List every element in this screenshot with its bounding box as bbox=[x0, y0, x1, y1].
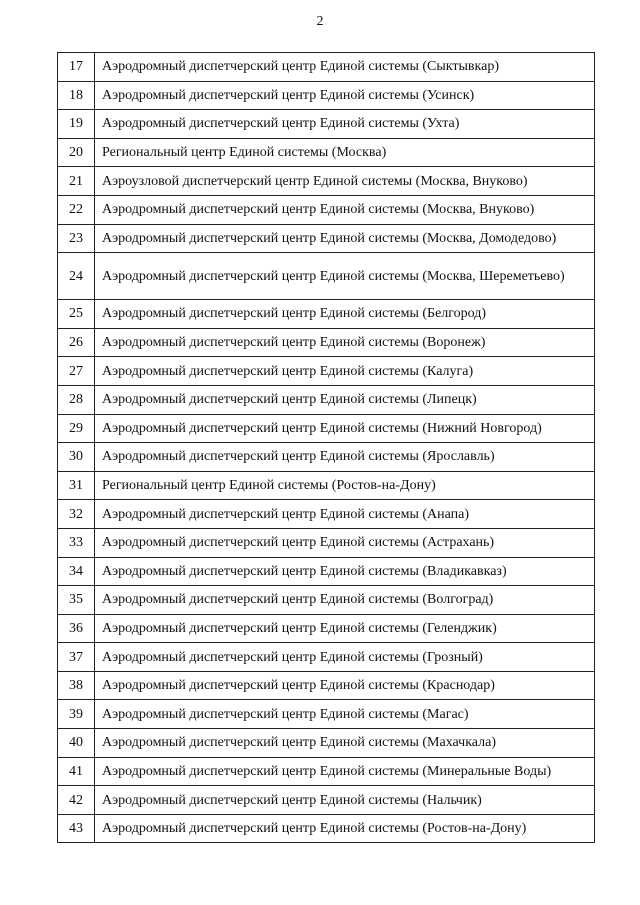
row-number: 20 bbox=[58, 138, 95, 167]
row-name: Аэродромный диспетчерский центр Единой системы (Краснодар) bbox=[95, 671, 595, 700]
table-body bbox=[58, 53, 595, 843]
table-row bbox=[58, 614, 595, 643]
row-number: 34 bbox=[58, 557, 95, 586]
table-row bbox=[58, 671, 595, 700]
table-row bbox=[58, 110, 595, 139]
row-name: Аэродромный диспетчерский центр Единой системы (Анапа) bbox=[95, 500, 595, 529]
row-number: 33 bbox=[58, 528, 95, 557]
row-number: 21 bbox=[58, 167, 95, 196]
row-number: 25 bbox=[58, 300, 95, 329]
row-name: Аэродромный диспетчерский центр Единой системы (Нальчик) bbox=[95, 786, 595, 815]
row-name: Аэродромный диспетчерский центр Единой системы (Липецк) bbox=[95, 385, 595, 414]
table-row bbox=[58, 195, 595, 224]
row-name: Аэродромный диспетчерский центр Единой системы (Усинск) bbox=[95, 81, 595, 110]
row-number: 29 bbox=[58, 414, 95, 443]
table-row bbox=[58, 328, 595, 357]
table-row bbox=[58, 557, 595, 586]
row-number: 32 bbox=[58, 500, 95, 529]
row-number: 17 bbox=[58, 53, 95, 82]
table-row bbox=[58, 471, 595, 500]
table-row bbox=[58, 385, 595, 414]
row-number: 35 bbox=[58, 586, 95, 615]
row-name: Аэродромный диспетчерский центр Единой системы (Москва, Шереметьево) bbox=[95, 253, 595, 300]
table-row bbox=[58, 586, 595, 615]
row-name: Аэродромный диспетчерский центр Единой системы (Ярославль) bbox=[95, 443, 595, 472]
row-number: 31 bbox=[58, 471, 95, 500]
table-row bbox=[58, 700, 595, 729]
row-number: 18 bbox=[58, 81, 95, 110]
row-name: Региональный центр Единой системы (Москва) bbox=[95, 138, 595, 167]
row-name: Аэродромный диспетчерский центр Единой системы (Астрахань) bbox=[95, 528, 595, 557]
row-name: Аэродромный диспетчерский центр Единой системы (Воронеж) bbox=[95, 328, 595, 357]
row-number: 37 bbox=[58, 643, 95, 672]
row-number: 30 bbox=[58, 443, 95, 472]
row-name: Аэродромный диспетчерский центр Единой системы (Ухта) bbox=[95, 110, 595, 139]
row-name: Аэродромный диспетчерский центр Единой системы (Махачкала) bbox=[95, 729, 595, 758]
table-row bbox=[58, 528, 595, 557]
table-row bbox=[58, 167, 595, 196]
row-number: 27 bbox=[58, 357, 95, 386]
row-number: 41 bbox=[58, 757, 95, 786]
table-row bbox=[58, 53, 595, 82]
table-row bbox=[58, 224, 595, 253]
row-name: Аэроузловой диспетчерский центр Единой системы (Москва, Внуково) bbox=[95, 167, 595, 196]
row-name: Аэродромный диспетчерский центр Единой системы (Нижний Новгород) bbox=[95, 414, 595, 443]
row-number: 23 bbox=[58, 224, 95, 253]
row-name: Аэродромный диспетчерский центр Единой системы (Белгород) bbox=[95, 300, 595, 329]
page-number: 2 bbox=[316, 14, 324, 29]
table-row bbox=[58, 786, 595, 815]
table-row bbox=[58, 814, 595, 843]
table-row bbox=[58, 81, 595, 110]
row-number: 24 bbox=[58, 253, 95, 300]
row-number: 19 bbox=[58, 110, 95, 139]
table-row bbox=[58, 300, 595, 329]
row-name: Аэродромный диспетчерский центр Единой системы (Геленджик) bbox=[95, 614, 595, 643]
row-name: Аэродромный диспетчерский центр Единой системы (Грозный) bbox=[95, 643, 595, 672]
table-row bbox=[58, 414, 595, 443]
centers-table bbox=[57, 52, 595, 843]
row-name: Аэродромный диспетчерский центр Единой системы (Владикавказ) bbox=[95, 557, 595, 586]
row-name: Аэродромный диспетчерский центр Единой системы (Волгоград) bbox=[95, 586, 595, 615]
row-name: Аэродромный диспетчерский центр Единой системы (Сыктывкар) bbox=[95, 53, 595, 82]
table-row bbox=[58, 253, 595, 300]
row-number: 43 bbox=[58, 814, 95, 843]
row-name: Аэродромный диспетчерский центр Единой системы (Калуга) bbox=[95, 357, 595, 386]
row-name: Аэродромный диспетчерский центр Единой системы (Минеральные Воды) bbox=[95, 757, 595, 786]
table-row bbox=[58, 443, 595, 472]
row-number: 42 bbox=[58, 786, 95, 815]
row-name: Аэродромный диспетчерский центр Единой системы (Москва, Внуково) bbox=[95, 195, 595, 224]
row-number: 36 bbox=[58, 614, 95, 643]
row-name: Аэродромный диспетчерский центр Единой системы (Магас) bbox=[95, 700, 595, 729]
table-row bbox=[58, 138, 595, 167]
table-row bbox=[58, 757, 595, 786]
row-number: 38 bbox=[58, 671, 95, 700]
table-row bbox=[58, 357, 595, 386]
row-number: 39 bbox=[58, 700, 95, 729]
row-name: Аэродромный диспетчерский центр Единой системы (Ростов-на-Дону) bbox=[95, 814, 595, 843]
row-number: 40 bbox=[58, 729, 95, 758]
table-row bbox=[58, 643, 595, 672]
row-number: 22 bbox=[58, 195, 95, 224]
row-number: 28 bbox=[58, 385, 95, 414]
row-number: 26 bbox=[58, 328, 95, 357]
table-row bbox=[58, 500, 595, 529]
table-row bbox=[58, 729, 595, 758]
row-name: Региональный центр Единой системы (Ростов-на-Дону) bbox=[95, 471, 595, 500]
row-name: Аэродромный диспетчерский центр Единой системы (Москва, Домодедово) bbox=[95, 224, 595, 253]
